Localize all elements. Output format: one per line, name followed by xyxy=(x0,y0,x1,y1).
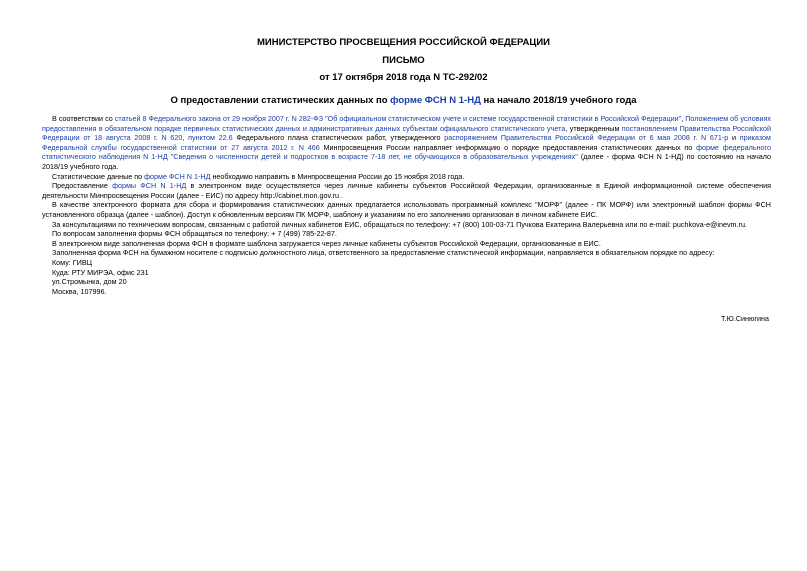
text-fragment: За консультациями по техническим вопросам, связанным с работой личных кабинетов ЕИС, обращаться по телефону: +7 (800) 100-03-71 Пучкова Екатерина Валерьевна или по e-mail: puchkova-e@inevm.ru. xyxy=(52,219,747,229)
ministry-title: МИНИСТЕРСТВО ПРОСВЕЩЕНИЯ РОССИЙСКОЙ ФЕДЕРАЦИИ xyxy=(256,37,551,48)
government-order-link[interactable]: распоряжением Правительства Российской Федерации от 6 мая 2008 г. N 671-р xyxy=(444,133,729,143)
document-date-number: от 17 октября 2018 года N ТС-292/02 xyxy=(319,72,488,83)
regulation-link[interactable]: Положением об условиях предоставления в обязательном порядке первичных статистических данных и административных данных субъектам официального статистического учета xyxy=(42,114,772,133)
document-subject xyxy=(0,95,807,107)
text-fragment: Статистические данные по xyxy=(52,171,145,181)
letter-body xyxy=(42,114,771,296)
text-fragment: и xyxy=(728,133,740,143)
text-fragment: Предоставление xyxy=(52,181,113,191)
subject-form-link[interactable]: форме ФСН N 1-НД xyxy=(390,95,481,106)
text-fragment: В электронном виде заполненная форма ФСН в формате шаблона загружается через личные кабинеты субъектов Российской Федерации, организованные в ЕИС. xyxy=(52,238,601,248)
government-decree-link[interactable]: постановлением Правительства Российской Федерации от 18 августа 2008 г. N 620 xyxy=(42,123,771,143)
text-fragment: (далее - форма ФСН N 1-НД) по состоянию на начало 2018/19 учебного года. xyxy=(42,152,771,171)
paragraph-paper-submission xyxy=(42,248,771,258)
text-fragment: в электронном виде осуществляется через личные кабинеты субъектов Российской Федерации, организованные в Единой информационной системе обеспечения деятельности Минпросвещения России (далее - ЕИС) по адресу http://cabinet.mon.gov.ru . xyxy=(42,181,771,200)
paragraph-deadline xyxy=(42,172,771,182)
text-fragment: Минпросвещения России направляет информацию о порядке предоставления статистических данных по xyxy=(319,142,697,152)
paragraph-form-questions xyxy=(42,229,771,239)
form-1nd-link[interactable]: форме федерального статистического наблюдения N 1-НД "Сведения о численности детей и подростков в возрасте 7-18 лет, не обучающихся в образовательных учреждениях" xyxy=(42,142,772,162)
address-street: ул.Стромынка, дом 20 xyxy=(52,277,127,287)
subject-text-after: на начало 2018/19 учебного года xyxy=(480,95,637,106)
text-fragment: В соответствии со xyxy=(52,114,115,123)
law-article-link[interactable]: статьей 8 Федерального закона от 29 ноября 2007 г. N 282-ФЗ "Об официальном статистическом учете и системе государственной статистики в Российской Федерации" xyxy=(114,114,682,123)
text-fragment: необходимо направить в Минпросвещения России до 15 ноября 2018 года. xyxy=(210,171,465,181)
paragraph-electronic-format xyxy=(42,200,771,219)
plan-item-link[interactable]: пунктом 22.6 xyxy=(188,133,233,143)
document-type: ПИСЬМО xyxy=(382,55,425,66)
address-destination: Куда: РТУ МИРЭА, офис 231 xyxy=(52,267,149,277)
form-1nd-link[interactable]: формы ФСН N 1-НД xyxy=(112,181,187,191)
paragraph-electronic-submission xyxy=(42,181,771,200)
signatory-name: Т.Ю.Синюгина xyxy=(720,314,769,323)
subject-text-before: О предоставлении статистических данных по xyxy=(170,95,391,106)
text-fragment: , утвержденным xyxy=(565,123,622,133)
text-fragment: Заполненная форма ФСН на бумажном носителе с подписью должностного лица, ответственного за предоставление статистической информации, направляется в обязательном порядке по адресу: xyxy=(52,248,715,258)
address-recipient: Кому: ГИВЦ xyxy=(52,257,92,267)
rosstat-order-link[interactable]: приказом Федеральной службы государственной статистики от 27 августа 2012 г. N 466 xyxy=(42,133,771,152)
text-fragment: По вопросам заполнения формы ФСН обращаться по телефону: + 7 (499) 785-22-87. xyxy=(52,229,337,239)
paragraph-upload xyxy=(42,239,771,249)
text-fragment: Федерального плана статистических работ, утвержденного xyxy=(232,133,445,143)
text-fragment: , xyxy=(182,133,189,143)
paragraph-tech-support xyxy=(42,220,771,230)
form-1nd-link[interactable]: форме ФСН N 1-НД xyxy=(144,171,211,181)
paragraph-legal-basis xyxy=(42,114,771,172)
text-fragment: В качестве электронного формата для сбора и формирования статистических данных предлагается использовать программный комплекс "МОРФ" (далее - ПК МОРФ) или электронный шаблон формы ФСН установленного образца (далее - шаблон). Доступ к обновленным версиям ПК МОРФ, шаблону и указаниям по его заполнению организован в личном кабинете ЕИС. xyxy=(42,200,771,219)
address-city: Москва, 107996. xyxy=(52,286,107,296)
text-fragment: , xyxy=(681,114,686,123)
